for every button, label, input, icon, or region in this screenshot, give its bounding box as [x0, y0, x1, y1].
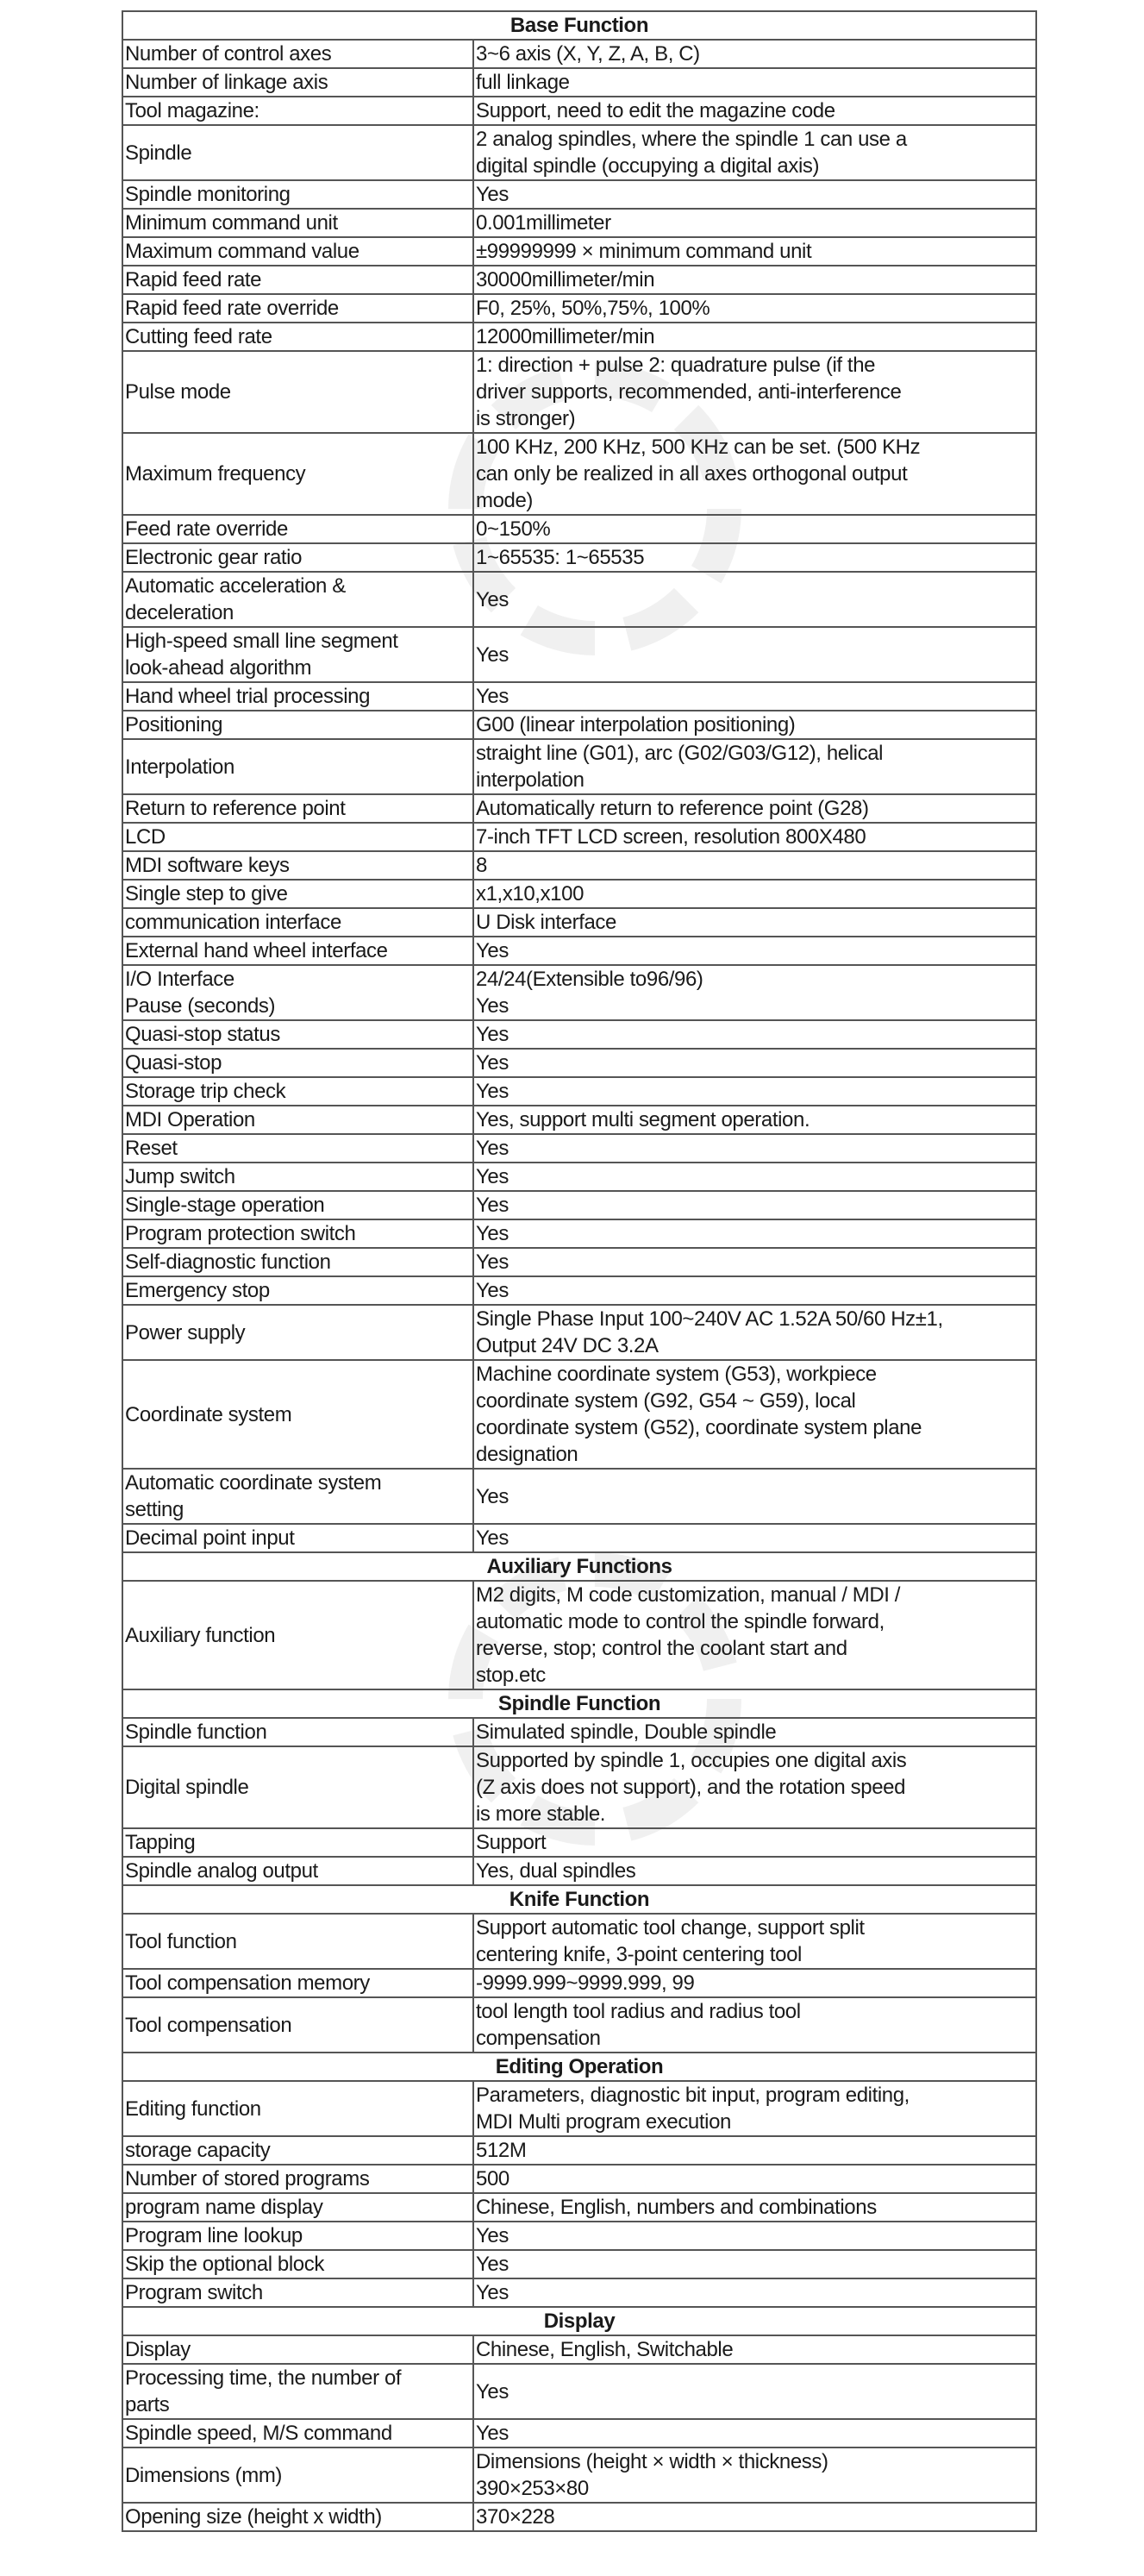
table-row: [122, 1524, 1036, 1552]
spec-value: Support: [473, 1828, 1036, 1857]
spec-table: [122, 10, 1037, 2532]
table-row: [122, 237, 1036, 266]
spec-label: Spindle analog output: [122, 1857, 473, 1885]
spec-label: Pulse mode: [122, 351, 473, 433]
table-row: [122, 97, 1036, 125]
spec-label: Cutting feed rate: [122, 323, 473, 351]
table-row: [122, 682, 1036, 711]
table-row: [122, 2419, 1036, 2448]
spec-value: 500: [473, 2165, 1036, 2193]
section-title: Knife Function: [122, 1885, 1036, 1914]
table-row: [122, 1163, 1036, 1191]
table-row: [122, 1049, 1036, 1077]
section-title: Display: [122, 2307, 1036, 2335]
spec-value: Yes: [473, 1077, 1036, 1106]
spec-value: G00 (linear interpolation positioning): [473, 711, 1036, 739]
spec-value: Yes: [473, 627, 1036, 682]
spec-value: Yes: [473, 1020, 1036, 1049]
spec-label: Quasi-stop status: [122, 1020, 473, 1049]
table-row: [122, 294, 1036, 323]
spec-value: 0~150%: [473, 515, 1036, 543]
spec-value: 30000millimeter/min: [473, 266, 1036, 294]
spec-value: 0.001millimeter: [473, 209, 1036, 237]
spec-label: Spindle monitoring: [122, 180, 473, 209]
table-row: [122, 1718, 1036, 1746]
spec-value: 1~65535: 1~65535: [473, 543, 1036, 572]
spec-label: Hand wheel trial processing: [122, 682, 473, 711]
spec-value: x1,x10,x100: [473, 880, 1036, 908]
section-title: Spindle Function: [122, 1689, 1036, 1718]
spec-label: Interpolation: [122, 739, 473, 794]
spec-label: Feed rate override: [122, 515, 473, 543]
spec-value: F0, 25%, 50%,75%, 100%: [473, 294, 1036, 323]
spec-value: Yes: [473, 1219, 1036, 1248]
table-row: [122, 2136, 1036, 2165]
spec-label: Number of control axes: [122, 40, 473, 68]
spec-value: 100 KHz, 200 KHz, 500 KHz can be set. (500 KHz can only be realized in all axes orthogonal output mode): [473, 433, 1036, 515]
table-row: [122, 1581, 1036, 1689]
spec-label: Self-diagnostic function: [122, 1248, 473, 1276]
table-row: [122, 1469, 1036, 1524]
spec-value: 7-inch TFT LCD screen, resolution 800X480: [473, 823, 1036, 851]
spec-value: tool length tool radius and radius tool compensation: [473, 1997, 1036, 2053]
spec-value: Yes: [473, 180, 1036, 209]
table-row: [122, 1997, 1036, 2053]
spec-value: Machine coordinate system (G53), workpiece coordinate system (G92, G54 ~ G59), local coordinate system (G52), coordinate system plane designation: [473, 1360, 1036, 1469]
table-row: [122, 68, 1036, 97]
spec-label: Single-stage operation: [122, 1191, 473, 1219]
spec-label: Skip the optional block: [122, 2250, 473, 2278]
spec-value: Yes: [473, 937, 1036, 965]
table-row: [122, 1305, 1036, 1360]
spec-value: Yes: [473, 1049, 1036, 1077]
table-row: [122, 1969, 1036, 1997]
spec-value: Support, need to edit the magazine code: [473, 97, 1036, 125]
spec-value: 12000millimeter/min: [473, 323, 1036, 351]
spec-label: Tool compensation: [122, 1997, 473, 2053]
spec-label: Spindle: [122, 125, 473, 180]
spec-table-body: [122, 11, 1036, 2531]
spec-label: Coordinate system: [122, 1360, 473, 1469]
spec-value: straight line (G01), arc (G02/G03/G12), helical interpolation: [473, 739, 1036, 794]
spec-label: Number of linkage axis: [122, 68, 473, 97]
table-row: [122, 1191, 1036, 1219]
spec-label: Storage trip check: [122, 1077, 473, 1106]
table-row: [122, 1828, 1036, 1857]
table-row: [122, 1857, 1036, 1885]
table-row: [122, 823, 1036, 851]
spec-label: Single step to give: [122, 880, 473, 908]
spec-value: Single Phase Input 100~240V AC 1.52A 50/60 Hz±1, Output 24V DC 3.2A: [473, 1305, 1036, 1360]
spec-value: Yes: [473, 1276, 1036, 1305]
spec-value: 512M: [473, 2136, 1036, 2165]
spec-label: Program line lookup: [122, 2222, 473, 2250]
spec-value: 3~6 axis (X, Y, Z, A, B, C): [473, 40, 1036, 68]
spec-label: Electronic gear ratio: [122, 543, 473, 572]
table-row: [122, 266, 1036, 294]
spec-label: Maximum frequency: [122, 433, 473, 515]
table-row: [122, 627, 1036, 682]
table-row: [122, 851, 1036, 880]
spec-label: Automatic coordinate system setting: [122, 1469, 473, 1524]
table-row: [122, 965, 1036, 1020]
table-row: [122, 2081, 1036, 2136]
spec-value: 8: [473, 851, 1036, 880]
table-row: [122, 1248, 1036, 1276]
table-row: [122, 2250, 1036, 2278]
spec-value: Yes: [473, 2364, 1036, 2419]
spec-label: Maximum command value: [122, 237, 473, 266]
table-row: [122, 908, 1036, 937]
spec-label: Tool function: [122, 1914, 473, 1969]
spec-value: Yes: [473, 1524, 1036, 1552]
spec-value: Yes: [473, 1469, 1036, 1524]
spec-label: Rapid feed rate: [122, 266, 473, 294]
table-row: [122, 180, 1036, 209]
table-row: [122, 351, 1036, 433]
spec-value: full linkage: [473, 68, 1036, 97]
spec-value: Yes: [473, 1248, 1036, 1276]
table-row: [122, 1219, 1036, 1248]
spec-value: Yes: [473, 2419, 1036, 2448]
spec-value: M2 digits, M code customization, manual / MDI / automatic mode to control the spindle forward, reverse, stop; control the coolant start and stop.etc: [473, 1581, 1036, 1689]
spec-label: Tool magazine:: [122, 97, 473, 125]
spec-label: Power supply: [122, 1305, 473, 1360]
spec-value: Dimensions (height × width × thickness) 390×253×80: [473, 2448, 1036, 2503]
spec-label: Dimensions (mm): [122, 2448, 473, 2503]
table-row: [122, 515, 1036, 543]
table-row: [122, 2222, 1036, 2250]
spec-label: Digital spindle: [122, 1746, 473, 1828]
table-row: [122, 125, 1036, 180]
spec-value: Yes: [473, 572, 1036, 627]
spec-label: communication interface: [122, 908, 473, 937]
table-row: [122, 1077, 1036, 1106]
table-row: [122, 209, 1036, 237]
spec-label: Jump switch: [122, 1163, 473, 1191]
table-row: [122, 2278, 1036, 2307]
section-title: Auxiliary Functions: [122, 1552, 1036, 1581]
table-row: [122, 880, 1036, 908]
section-header-row: [122, 11, 1036, 40]
table-row: [122, 2193, 1036, 2222]
section-title: Editing Operation: [122, 2053, 1036, 2081]
spec-value: Chinese, English, numbers and combinations: [473, 2193, 1036, 2222]
table-row: [122, 2335, 1036, 2364]
spec-label: Auxiliary function: [122, 1581, 473, 1689]
spec-label: program name display: [122, 2193, 473, 2222]
table-row: [122, 2364, 1036, 2419]
table-row: [122, 1360, 1036, 1469]
spec-label: Quasi-stop: [122, 1049, 473, 1077]
section-header-row: [122, 1885, 1036, 1914]
spec-label: Return to reference point: [122, 794, 473, 823]
spec-label: Positioning: [122, 711, 473, 739]
table-row: [122, 433, 1036, 515]
section-header-row: [122, 2053, 1036, 2081]
spec-value: Support automatic tool change, support split centering knife, 3-point centering tool: [473, 1914, 1036, 1969]
spec-label: Rapid feed rate override: [122, 294, 473, 323]
spec-value: U Disk interface: [473, 908, 1036, 937]
table-row: [122, 937, 1036, 965]
table-row: [122, 543, 1036, 572]
spec-label: Editing function: [122, 2081, 473, 2136]
spec-label: MDI software keys: [122, 851, 473, 880]
table-row: [122, 1746, 1036, 1828]
spec-label: Opening size (height x width): [122, 2503, 473, 2531]
section-title: Base Function: [122, 11, 1036, 40]
table-row: [122, 1276, 1036, 1305]
spec-label: Emergency stop: [122, 1276, 473, 1305]
spec-value: Supported by spindle 1, occupies one digital axis (Z axis does not support), and the rotation speed is more stable.: [473, 1746, 1036, 1828]
spec-label: Program protection switch: [122, 1219, 473, 1248]
table-row: [122, 2448, 1036, 2503]
spec-value: Yes: [473, 682, 1036, 711]
spec-label: External hand wheel interface: [122, 937, 473, 965]
spec-value: Automatically return to reference point (G28): [473, 794, 1036, 823]
table-row: [122, 794, 1036, 823]
spec-label: Spindle speed, M/S command: [122, 2419, 473, 2448]
spec-label: Reset: [122, 1134, 473, 1163]
spec-value: Simulated spindle, Double spindle: [473, 1718, 1036, 1746]
spec-value: Yes: [473, 1191, 1036, 1219]
spec-label: storage capacity: [122, 2136, 473, 2165]
table-row: [122, 323, 1036, 351]
table-row: [122, 40, 1036, 68]
spec-label: Spindle function: [122, 1718, 473, 1746]
spec-value: Chinese, English, Switchable: [473, 2335, 1036, 2364]
table-row: [122, 1914, 1036, 1969]
spec-label: Display: [122, 2335, 473, 2364]
spec-value: 1: direction + pulse 2: quadrature pulse (if the driver supports, recommended, anti-interference is stronger): [473, 351, 1036, 433]
spec-value: Yes, dual spindles: [473, 1857, 1036, 1885]
spec-label: Number of stored programs: [122, 2165, 473, 2193]
spec-label: MDI Operation: [122, 1106, 473, 1134]
table-row: [122, 711, 1036, 739]
table-row: [122, 1020, 1036, 1049]
section-header-row: [122, 2307, 1036, 2335]
spec-label: I/O Interface Pause (seconds): [122, 965, 473, 1020]
spec-label: LCD: [122, 823, 473, 851]
spec-label: Processing time, the number of parts: [122, 2364, 473, 2419]
spec-label: Program switch: [122, 2278, 473, 2307]
table-row: [122, 739, 1036, 794]
spec-label: Tapping: [122, 1828, 473, 1857]
spec-value: Yes: [473, 2222, 1036, 2250]
section-header-row: [122, 1552, 1036, 1581]
spec-value: Yes, support multi segment operation.: [473, 1106, 1036, 1134]
spec-value: 24/24(Extensible to96/96) Yes: [473, 965, 1036, 1020]
spec-value: Parameters, diagnostic bit input, program editing, MDI Multi program execution: [473, 2081, 1036, 2136]
spec-value: Yes: [473, 2250, 1036, 2278]
spec-value: 2 analog spindles, where the spindle 1 can use a digital spindle (occupying a digital axis): [473, 125, 1036, 180]
table-row: [122, 2503, 1036, 2531]
spec-value: 370×228: [473, 2503, 1036, 2531]
spec-value: Yes: [473, 2278, 1036, 2307]
spec-label: Minimum command unit: [122, 209, 473, 237]
section-header-row: [122, 1689, 1036, 1718]
table-row: [122, 1106, 1036, 1134]
spec-value: Yes: [473, 1163, 1036, 1191]
spec-value: Yes: [473, 1134, 1036, 1163]
table-row: [122, 2165, 1036, 2193]
spec-label: High-speed small line segment look-ahead algorithm: [122, 627, 473, 682]
spec-label: Automatic acceleration & deceleration: [122, 572, 473, 627]
spec-label: Tool compensation memory: [122, 1969, 473, 1997]
spec-value: -9999.999~9999.999, 99: [473, 1969, 1036, 1997]
table-row: [122, 1134, 1036, 1163]
spec-value: ±99999999 × minimum command unit: [473, 237, 1036, 266]
spec-label: Decimal point input: [122, 1524, 473, 1552]
table-row: [122, 572, 1036, 627]
